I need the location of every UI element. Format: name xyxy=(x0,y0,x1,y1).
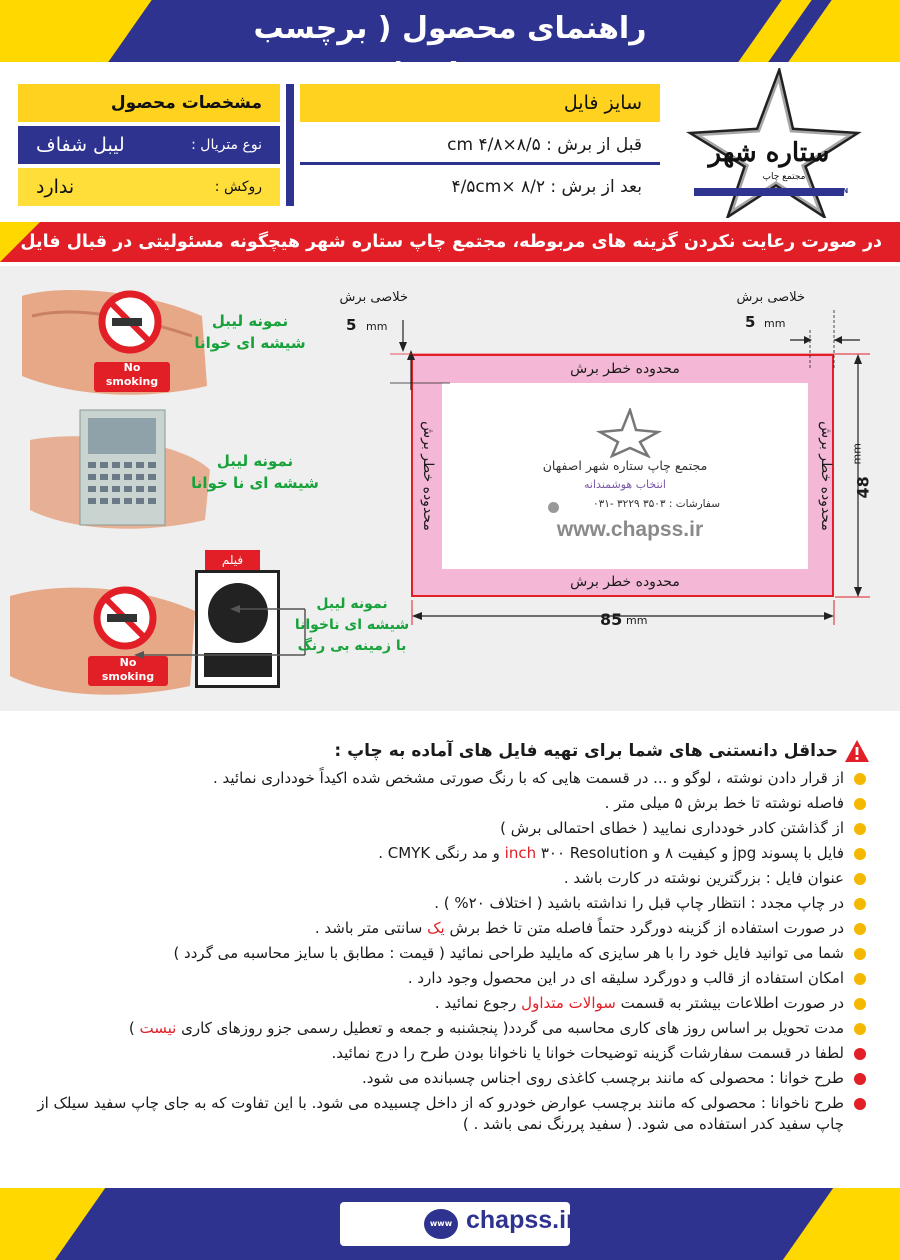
page-title: راهنمای محصول ( برچسب xyxy=(253,11,647,46)
bullet-dot-icon xyxy=(854,948,866,960)
material-row xyxy=(18,126,280,164)
tip-item xyxy=(30,968,870,993)
height-value: 48 xyxy=(853,476,873,499)
tips-heading-text: حداقل دانستنی های شما برای تهیه فایل های آماده به چاپ : xyxy=(334,741,838,761)
bullet-dot-icon xyxy=(854,1048,866,1060)
danger-zone-right: محدوده خطر برش xyxy=(818,421,834,531)
bullet-dot-icon xyxy=(854,1073,866,1085)
margin-label-right: خلاصی برش xyxy=(736,290,805,305)
bullet-dot-icon xyxy=(854,998,866,1010)
tip-text: طرح خوانا : محصولی که مانند برچسب کاغذی روی اجناس چسبانده می شود. xyxy=(361,1069,844,1087)
bullet-dot-icon xyxy=(854,1023,866,1035)
tip-item xyxy=(30,868,870,893)
margin-unit-right: mm xyxy=(764,317,786,330)
bullet-dot-icon xyxy=(854,898,866,910)
card-subtitle: انتخاب هوشمندانه xyxy=(584,478,666,491)
tip-item xyxy=(30,793,870,818)
bullet-dot-icon xyxy=(854,798,866,810)
tip-text-a: فایل با پسوند jpg و کیفیت ۸ و xyxy=(648,844,844,862)
tip-text-a: در صورت اطلاعات بیشتر به قسمت xyxy=(615,994,844,1012)
card-title: مجتمع چاپ ستاره شهر اصفهان xyxy=(542,458,708,473)
tip-item xyxy=(30,893,870,918)
sample-2-line1: نمونه لیبل xyxy=(216,452,294,470)
tips-section xyxy=(30,738,870,1135)
after-cut-size: بعد از برش : ۸/۲ ×۴/۵cm xyxy=(300,168,660,206)
coating-value: ندارد xyxy=(36,176,75,198)
tip-item xyxy=(30,1068,870,1093)
danger-zone-left: محدوده خطر برش xyxy=(420,421,436,531)
tip-item xyxy=(30,1093,870,1135)
margin-value-left: 5 xyxy=(346,316,357,334)
tip-text-a: مدت تحویل بر اساس روز های کاری محاسبه می گردد( پنجشنبه و جمعه و تعطیل رسمی جزو روزهای کاری xyxy=(176,1019,844,1037)
tip-text: عنوان فایل : بزرگترین نوشته در کارت باشد . xyxy=(563,869,844,887)
sign-text xyxy=(94,361,170,389)
tip-text: فاصله نوشته تا خط برش ۵ میلی متر . xyxy=(604,794,844,812)
bullet-dot-icon xyxy=(854,773,866,785)
tip-item xyxy=(30,768,870,793)
bullet-dot-icon xyxy=(854,973,866,985)
card-url: www.chapss.ir xyxy=(556,518,704,541)
warning-corner xyxy=(0,222,40,262)
tip-text: لطفا در قسمت سفارشات گزینه توضیحات خوانا یا ناخوانا بودن طرح را درج نمائید. xyxy=(331,1044,844,1062)
sample-3-line1: نمونه لیبل xyxy=(316,596,388,612)
width-value: 85 xyxy=(600,610,623,629)
sample-3-line3: با زمینه بی رنگ xyxy=(297,638,407,654)
logo-sub: مجتمع چاپ xyxy=(762,172,806,182)
before-cut-size: قبل از برش : ۸/۵×۴/۸ cm xyxy=(300,126,660,164)
bullet-dot-icon xyxy=(854,1098,866,1110)
tips-heading xyxy=(30,738,870,764)
bullet-dot-icon xyxy=(854,823,866,835)
tip-item xyxy=(30,1018,870,1043)
tip-highlight: نیست xyxy=(139,1019,177,1037)
tip-text-b: ) xyxy=(128,1019,140,1037)
product-spec-heading: مشخصات محصول xyxy=(18,84,280,122)
sample-1-line2: شیشه ای خوانا xyxy=(194,334,306,352)
logo-city: ISFAHAN xyxy=(814,187,849,195)
tip-text-b: رجوع نمائید . xyxy=(434,994,522,1012)
sign-text-line1: No xyxy=(123,361,141,374)
footer-yellow-stripe-right xyxy=(783,1188,900,1260)
tip-item xyxy=(30,1043,870,1068)
tip-text: از قرار دادن نوشته ، لوگو و ... در قسمت هایی که با رنگ صورتی مشخص شده اکیداً خودداری نمائید . xyxy=(213,769,844,787)
bullet-dot-icon xyxy=(854,873,866,885)
material-label: نوع متریال : xyxy=(191,137,262,153)
tip-highlight: inch xyxy=(504,844,537,862)
tip-text-b: سانتی متر باشد . xyxy=(314,919,428,937)
tip-text-b: ۳۰۰ Resolution و مد رنگی CMYK . xyxy=(378,844,649,862)
tip-highlight: یک xyxy=(427,919,445,937)
header-yellow-stripe-left xyxy=(0,0,152,62)
sign-3-line1: No xyxy=(119,656,137,669)
sign-3-line2: smoking xyxy=(101,670,155,683)
tip-item xyxy=(30,943,870,968)
sample-3-line2: شیشه ای ناخوانا xyxy=(294,617,410,633)
margin-value-right: 5 xyxy=(745,313,756,331)
material-value: لیبل شفاف xyxy=(36,134,125,156)
warning-triangle-icon xyxy=(844,739,870,763)
tip-item xyxy=(30,818,870,843)
danger-zone-bottom: محدوده خطر برش xyxy=(570,574,680,590)
bullet-dot-icon xyxy=(854,848,866,860)
file-size-heading: سایز فایل xyxy=(300,84,660,122)
tip-text: از گذاشتن کادر خودداری نمایید ( خطای احتمالی برش ) xyxy=(500,819,844,837)
coating-label: روکش : xyxy=(214,179,262,195)
bullet-dot-icon xyxy=(854,923,866,935)
card-orders: سفارشات : ۳۵۰۳ ۳۲۲۹ -۰۳۱ xyxy=(592,498,720,510)
tip-text: شما می توانید فایل خود را با هر سایزی که مایلید طراحی نمائید ( قیمت : مطابق با سایز محاسبه می گردد ) xyxy=(173,944,844,962)
company-logo xyxy=(664,68,864,218)
tip-item xyxy=(30,993,870,1018)
spec-divider xyxy=(286,84,294,206)
tip-text-a: در صورت استفاده از گزینه دورگرد حتماً فاصله متن تا خط برش xyxy=(444,919,844,937)
spec-section xyxy=(0,62,900,220)
width-unit: mm xyxy=(626,614,648,627)
sample-unreadable-label xyxy=(180,450,330,494)
danger-zone-top: محدوده خطر برش xyxy=(570,361,680,377)
height-unit: mm xyxy=(850,443,864,465)
tip-highlight: سوالات متداول xyxy=(521,994,616,1012)
footer-url: chapss.ir xyxy=(466,1206,576,1234)
tip-item xyxy=(30,843,870,868)
film-label: فیلم xyxy=(205,550,260,570)
logo-name: ستاره شهر xyxy=(708,138,830,168)
tip-text: طرح ناخوانا : محصولی که مانند برچسب عوارض خودرو که از داخل چسبیده می شود. با این تفاوت که به جای چاپ سفید سیلک از چاپ سفید کدر استفاده می شود. ( سفید پررنگ نمی باشد . ) xyxy=(37,1094,844,1133)
tips-list xyxy=(30,768,870,1135)
dimension-lines xyxy=(390,290,870,635)
sample-2-line2: شیشه ای نا خوانا xyxy=(191,474,319,492)
sign-text-line2: smoking xyxy=(105,375,159,388)
globe-icon: www xyxy=(424,1209,458,1239)
coating-row xyxy=(18,168,280,206)
tip-text: در چاپ مجدد : انتظار چاپ قبل را نداشته باشید ( اختلاف ۲۰% ) . xyxy=(434,894,844,912)
footer-yellow-stripe-left xyxy=(0,1188,105,1260)
tip-text: امکان استفاده از قالب و دورگرد سلیقه ای در این محصول وجود دارد . xyxy=(407,969,844,987)
margin-label-left: خلاصی برش xyxy=(339,290,408,305)
sample-1-line1: نمونه لیبل xyxy=(211,312,289,330)
margin-unit-left: mm xyxy=(366,320,388,333)
sample-readable-label xyxy=(175,310,325,354)
spec-row-line xyxy=(300,162,660,165)
warning-banner: در صورت رعایت نکردن گزینه های مربوطه، مجتمع چاپ ستاره شهر هیچگونه مسئولیتی در قبال فایل xyxy=(0,222,900,262)
tip-item xyxy=(30,918,870,943)
